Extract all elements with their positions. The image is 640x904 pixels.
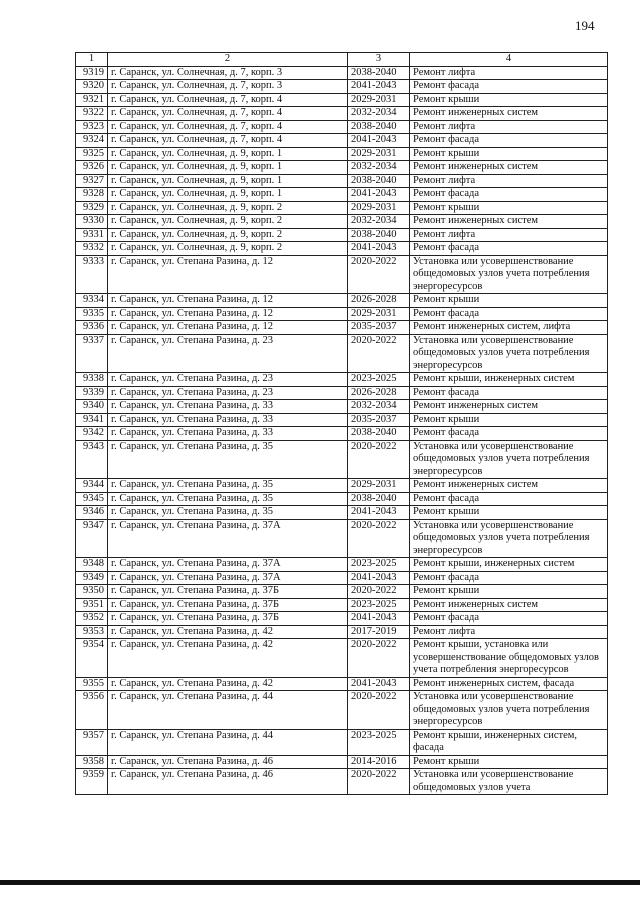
address-cell: г. Саранск, ул. Солнечная, д. 9, корп. 1 (108, 147, 348, 161)
table-header-row (76, 53, 608, 67)
work-cell: Ремонт инженерных систем (410, 400, 608, 414)
period-cell: 2032-2034 (348, 107, 410, 121)
row-number: 9340 (76, 400, 108, 414)
row-number: 9338 (76, 373, 108, 387)
work-cell: Ремонт фасада (410, 134, 608, 148)
row-number: 9354 (76, 639, 108, 678)
row-number: 9322 (76, 107, 108, 121)
row-number: 9334 (76, 294, 108, 308)
address-cell: г. Саранск, ул. Степана Разина, д. 33 (108, 413, 348, 427)
address-cell: г. Саранск, ул. Солнечная, д. 7, корп. 4 (108, 107, 348, 121)
address-cell: г. Саранск, ул. Степана Разина, д. 35 (108, 440, 348, 479)
table-row (76, 228, 608, 242)
address-cell: г. Саранск, ул. Степана Разина, д. 44 (108, 729, 348, 755)
period-cell: 2032-2034 (348, 400, 410, 414)
row-number: 9326 (76, 161, 108, 175)
row-number: 9353 (76, 625, 108, 639)
address-cell: г. Саранск, ул. Солнечная, д. 9, корп. 2 (108, 242, 348, 256)
period-cell: 2029-2031 (348, 147, 410, 161)
address-cell: г. Саранск, ул. Солнечная, д. 9, корп. 1 (108, 174, 348, 188)
row-number: 9335 (76, 307, 108, 321)
address-cell: г. Саранск, ул. Степана Разина, д. 37Б (108, 585, 348, 599)
address-cell: г. Саранск, ул. Степана Разина, д. 46 (108, 755, 348, 769)
row-number: 9330 (76, 215, 108, 229)
table-row (76, 107, 608, 121)
row-number: 9351 (76, 598, 108, 612)
period-cell: 2038-2040 (348, 174, 410, 188)
row-number: 9319 (76, 66, 108, 80)
table-row (76, 519, 608, 558)
work-cell: Ремонт лифта (410, 625, 608, 639)
address-cell: г. Саранск, ул. Солнечная, д. 7, корп. 4 (108, 93, 348, 107)
address-cell: г. Саранск, ул. Степана Разина, д. 37Б (108, 612, 348, 626)
row-number: 9350 (76, 585, 108, 599)
column-header: 1 (76, 53, 108, 67)
address-cell: г. Саранск, ул. Степана Разина, д. 42 (108, 625, 348, 639)
address-cell: г. Саранск, ул. Солнечная, д. 7, корп. 4 (108, 134, 348, 148)
row-number: 9329 (76, 201, 108, 215)
period-cell: 2014-2016 (348, 755, 410, 769)
table-row (76, 677, 608, 691)
table-row (76, 400, 608, 414)
bottom-border (0, 880, 640, 885)
period-cell: 2029-2031 (348, 93, 410, 107)
address-cell: г. Саранск, ул. Степана Разина, д. 23 (108, 334, 348, 373)
period-cell: 2038-2040 (348, 492, 410, 506)
table-row (76, 729, 608, 755)
table-row (76, 201, 608, 215)
work-cell: Ремонт лифта (410, 120, 608, 134)
work-cell: Ремонт инженерных систем, лифта (410, 321, 608, 335)
address-cell: г. Саранск, ул. Солнечная, д. 9, корп. 1 (108, 188, 348, 202)
work-cell: Установка или усовершенствование общедомовых узлов учета потребления энергоресурсов (410, 334, 608, 373)
row-number: 9327 (76, 174, 108, 188)
table-row (76, 334, 608, 373)
period-cell: 2038-2040 (348, 427, 410, 441)
table-row (76, 93, 608, 107)
row-number: 9333 (76, 255, 108, 294)
period-cell: 2029-2031 (348, 201, 410, 215)
table-row (76, 161, 608, 175)
row-number: 9339 (76, 386, 108, 400)
period-cell: 2032-2034 (348, 161, 410, 175)
table-body (76, 66, 608, 795)
table-row (76, 413, 608, 427)
address-cell: г. Саранск, ул. Степана Разина, д. 44 (108, 691, 348, 730)
table-row (76, 66, 608, 80)
row-number: 9358 (76, 755, 108, 769)
row-number: 9345 (76, 492, 108, 506)
table-row (76, 427, 608, 441)
address-cell: г. Саранск, ул. Солнечная, д. 9, корп. 2 (108, 228, 348, 242)
table-row (76, 80, 608, 94)
address-cell: г. Саранск, ул. Степана Разина, д. 37Б (108, 598, 348, 612)
table-row (76, 585, 608, 599)
address-cell: г. Саранск, ул. Солнечная, д. 7, корп. 3 (108, 80, 348, 94)
row-number: 9332 (76, 242, 108, 256)
address-cell: г. Саранск, ул. Солнечная, д. 9, корп. 2 (108, 201, 348, 215)
work-cell: Ремонт инженерных систем (410, 598, 608, 612)
period-cell: 2020-2022 (348, 440, 410, 479)
period-cell: 2023-2025 (348, 373, 410, 387)
page-number: 194 (575, 18, 595, 33)
work-cell: Установка или усовершенствование общедомовых узлов учета потребления энергоресурсов (410, 691, 608, 730)
table-row (76, 598, 608, 612)
address-cell: г. Саранск, ул. Степана Разина, д. 35 (108, 479, 348, 493)
work-cell: Ремонт фасада (410, 307, 608, 321)
work-cell: Ремонт фасада (410, 612, 608, 626)
work-cell: Установка или усовершенствование общедомовых узлов учета (410, 769, 608, 795)
work-schedule-table (75, 52, 608, 795)
work-cell: Ремонт крыши, инженерных систем (410, 373, 608, 387)
period-cell: 2041-2043 (348, 506, 410, 520)
column-header: 2 (108, 53, 348, 67)
period-cell: 2020-2022 (348, 639, 410, 678)
row-number: 9320 (76, 80, 108, 94)
period-cell: 2020-2022 (348, 255, 410, 294)
address-cell: г. Саранск, ул. Степана Разина, д. 42 (108, 677, 348, 691)
row-number: 9355 (76, 677, 108, 691)
row-number: 9343 (76, 440, 108, 479)
period-cell: 2041-2043 (348, 134, 410, 148)
work-cell: Ремонт инженерных систем (410, 161, 608, 175)
row-number: 9341 (76, 413, 108, 427)
address-cell: г. Саранск, ул. Степана Разина, д. 33 (108, 427, 348, 441)
period-cell: 2026-2028 (348, 294, 410, 308)
table-row (76, 120, 608, 134)
address-cell: г. Саранск, ул. Солнечная, д. 9, корп. 2 (108, 215, 348, 229)
work-cell: Ремонт крыши (410, 755, 608, 769)
work-cell: Ремонт фасада (410, 242, 608, 256)
row-number: 9342 (76, 427, 108, 441)
period-cell: 2023-2025 (348, 598, 410, 612)
address-cell: г. Саранск, ул. Степана Разина, д. 23 (108, 373, 348, 387)
work-cell: Ремонт крыши (410, 585, 608, 599)
address-cell: г. Саранск, ул. Солнечная, д. 7, корп. 3 (108, 66, 348, 80)
address-cell: г. Саранск, ул. Степана Разина, д. 12 (108, 321, 348, 335)
address-cell: г. Саранск, ул. Степана Разина, д. 35 (108, 506, 348, 520)
period-cell: 2038-2040 (348, 120, 410, 134)
row-number: 9336 (76, 321, 108, 335)
address-cell: г. Саранск, ул. Степана Разина, д. 12 (108, 255, 348, 294)
address-cell: г. Саранск, ул. Степана Разина, д. 33 (108, 400, 348, 414)
period-cell: 2026-2028 (348, 386, 410, 400)
address-cell: г. Саранск, ул. Степана Разина, д. 46 (108, 769, 348, 795)
address-cell: г. Саранск, ул. Солнечная, д. 7, корп. 4 (108, 120, 348, 134)
period-cell: 2020-2022 (348, 585, 410, 599)
work-cell: Ремонт крыши (410, 506, 608, 520)
period-cell: 2017-2019 (348, 625, 410, 639)
period-cell: 2029-2031 (348, 479, 410, 493)
row-number: 9328 (76, 188, 108, 202)
row-number: 9356 (76, 691, 108, 730)
row-number: 9331 (76, 228, 108, 242)
address-cell: г. Саранск, ул. Степана Разина, д. 37А (108, 558, 348, 572)
table-row (76, 255, 608, 294)
work-cell: Ремонт крыши (410, 93, 608, 107)
period-cell: 2023-2025 (348, 729, 410, 755)
row-number: 9348 (76, 558, 108, 572)
work-cell: Ремонт фасада (410, 427, 608, 441)
row-number: 9359 (76, 769, 108, 795)
table-row (76, 373, 608, 387)
period-cell: 2023-2025 (348, 558, 410, 572)
table-row (76, 769, 608, 795)
table-row (76, 639, 608, 678)
work-cell: Ремонт лифта (410, 228, 608, 242)
table-row (76, 174, 608, 188)
work-cell: Установка или усовершенствование общедомовых узлов учета потребления энергоресурсов (410, 440, 608, 479)
column-header: 4 (410, 53, 608, 67)
address-cell: г. Саранск, ул. Степана Разина, д. 37А (108, 519, 348, 558)
row-number: 9323 (76, 120, 108, 134)
table-row (76, 215, 608, 229)
table-row (76, 571, 608, 585)
period-cell: 2038-2040 (348, 66, 410, 80)
period-cell: 2041-2043 (348, 677, 410, 691)
period-cell: 2041-2043 (348, 571, 410, 585)
work-cell: Ремонт лифта (410, 174, 608, 188)
table-row (76, 188, 608, 202)
work-cell: Ремонт крыши (410, 294, 608, 308)
work-cell: Установка или усовершенствование общедомовых узлов учета потребления энергоресурсов (410, 519, 608, 558)
work-cell: Ремонт фасада (410, 188, 608, 202)
row-number: 9346 (76, 506, 108, 520)
work-cell: Ремонт фасада (410, 386, 608, 400)
table-row (76, 558, 608, 572)
period-cell: 2020-2022 (348, 769, 410, 795)
period-cell: 2020-2022 (348, 691, 410, 730)
period-cell: 2029-2031 (348, 307, 410, 321)
work-cell: Ремонт фасада (410, 571, 608, 585)
address-cell: г. Саранск, ул. Степана Разина, д. 37А (108, 571, 348, 585)
table-row (76, 307, 608, 321)
table-row (76, 294, 608, 308)
table-row (76, 479, 608, 493)
row-number: 9324 (76, 134, 108, 148)
period-cell: 2041-2043 (348, 242, 410, 256)
row-number: 9357 (76, 729, 108, 755)
period-cell: 2038-2040 (348, 228, 410, 242)
row-number: 9325 (76, 147, 108, 161)
table-row (76, 440, 608, 479)
address-cell: г. Саранск, ул. Степана Разина, д. 12 (108, 294, 348, 308)
table-row (76, 691, 608, 730)
period-cell: 2020-2022 (348, 519, 410, 558)
work-cell: Ремонт фасада (410, 492, 608, 506)
table-row (76, 755, 608, 769)
table-row (76, 625, 608, 639)
address-cell: г. Саранск, ул. Солнечная, д. 9, корп. 1 (108, 161, 348, 175)
address-cell: г. Саранск, ул. Степана Разина, д. 35 (108, 492, 348, 506)
address-cell: г. Саранск, ул. Степана Разина, д. 23 (108, 386, 348, 400)
work-cell: Ремонт фасада (410, 80, 608, 94)
period-cell: 2032-2034 (348, 215, 410, 229)
work-cell: Ремонт крыши, инженерных систем, фасада (410, 729, 608, 755)
row-number: 9337 (76, 334, 108, 373)
table-row (76, 147, 608, 161)
table-row (76, 492, 608, 506)
table-row (76, 134, 608, 148)
row-number: 9321 (76, 93, 108, 107)
column-header: 3 (348, 53, 410, 67)
table-row (76, 321, 608, 335)
work-cell: Ремонт инженерных систем (410, 107, 608, 121)
row-number: 9349 (76, 571, 108, 585)
work-cell: Ремонт лифта (410, 66, 608, 80)
period-cell: 2035-2037 (348, 321, 410, 335)
row-number: 9344 (76, 479, 108, 493)
work-cell: Ремонт инженерных систем, фасада (410, 677, 608, 691)
row-number: 9347 (76, 519, 108, 558)
table-row (76, 386, 608, 400)
work-cell: Ремонт инженерных систем (410, 479, 608, 493)
period-cell: 2041-2043 (348, 612, 410, 626)
row-number: 9352 (76, 612, 108, 626)
work-cell: Установка или усовершенствование общедомовых узлов учета потребления энергоресурсов (410, 255, 608, 294)
table-row (76, 612, 608, 626)
work-cell: Ремонт крыши (410, 201, 608, 215)
address-cell: г. Саранск, ул. Степана Разина, д. 12 (108, 307, 348, 321)
work-cell: Ремонт крыши (410, 147, 608, 161)
work-cell: Ремонт крыши, инженерных систем (410, 558, 608, 572)
table-row (76, 506, 608, 520)
address-cell: г. Саранск, ул. Степана Разина, д. 42 (108, 639, 348, 678)
work-cell: Ремонт инженерных систем (410, 215, 608, 229)
period-cell: 2041-2043 (348, 80, 410, 94)
period-cell: 2020-2022 (348, 334, 410, 373)
period-cell: 2035-2037 (348, 413, 410, 427)
work-cell: Ремонт крыши, установка или усовершенствование общедомовых узлов учета потребления энергоресурсов (410, 639, 608, 678)
period-cell: 2041-2043 (348, 188, 410, 202)
work-cell: Ремонт крыши (410, 413, 608, 427)
table-row (76, 242, 608, 256)
